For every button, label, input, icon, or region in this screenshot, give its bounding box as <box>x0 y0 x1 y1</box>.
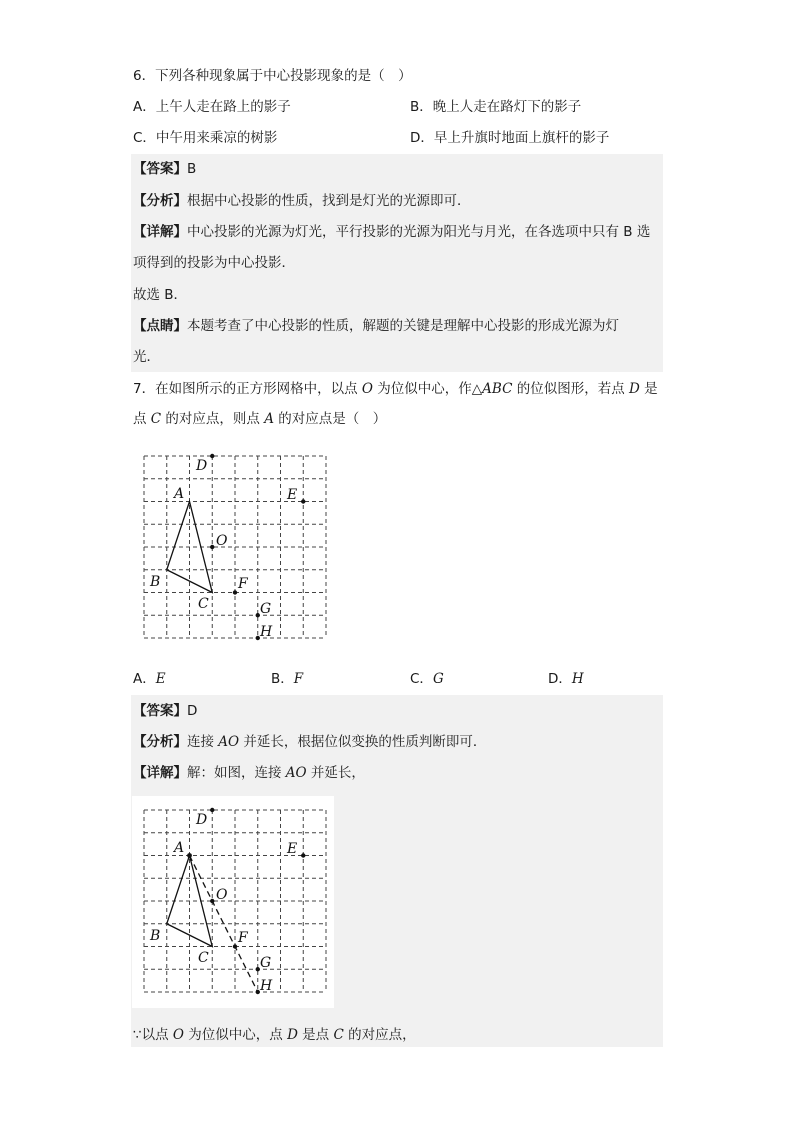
label-e: E <box>287 487 298 503</box>
q7-text: 点 <box>133 411 151 427</box>
q7-text: 的对应点是（ ） <box>273 411 387 427</box>
q7-text: 的对应点，则点 <box>161 411 265 427</box>
final-var-c: C <box>333 1027 344 1043</box>
answer-tag: 【答案】 <box>133 161 187 177</box>
q7-final-line <box>133 1026 416 1044</box>
comment-text: 本题考查了中心投影的性质，解题的关键是理解中心投影的形成光源为灯 <box>187 318 619 334</box>
q7-option-a <box>133 670 166 688</box>
q7-var-d: D <box>629 381 640 397</box>
q6-option-b: B．晚上人走在路灯下的影子 <box>410 99 582 115</box>
detail-var-ao: AO <box>285 765 307 781</box>
label-b: B <box>150 574 161 590</box>
detail-tag: 【详解】 <box>133 765 187 781</box>
label-o: O <box>216 533 228 549</box>
final-var-o: O <box>172 1027 184 1043</box>
detail-text: 解：如图，连接 <box>187 765 286 781</box>
q7-var-o: O <box>361 381 373 397</box>
grid-figure-question <box>136 448 336 648</box>
option-letter: D． <box>548 671 572 687</box>
detail-tag: 【详解】 <box>133 224 187 240</box>
final-text: 是点 <box>297 1027 334 1043</box>
label-a: A <box>174 486 185 502</box>
option-letter: B． <box>271 671 294 687</box>
q7-var-c: C <box>150 411 162 427</box>
label-f: F <box>238 576 248 592</box>
label-g: G <box>260 601 272 617</box>
analysis-tag: 【分析】 <box>133 193 187 209</box>
q6-option-c: C．中午用来乘凉的树影 <box>133 130 278 146</box>
q7-text: 为位似中心，作△ <box>372 381 483 397</box>
option-letter: A． <box>133 671 156 687</box>
q6-answer <box>133 160 196 178</box>
label-h: H <box>260 978 273 994</box>
q7-option-d <box>548 670 584 688</box>
q6-comment-line-1 <box>133 317 619 335</box>
q7-var-a: A <box>264 411 274 427</box>
label-a: A <box>174 840 185 856</box>
q7-text: 的位似图形，若点 <box>512 381 629 397</box>
q7-text: 7．在如图所示的正方形网格中，以点 <box>133 381 362 397</box>
q6-detail-line-1 <box>133 223 650 241</box>
option-letter: C． <box>410 671 433 687</box>
q6-conclusion: 故选 B． <box>133 287 188 303</box>
final-text: ∵以点 <box>133 1027 173 1043</box>
q6-analysis <box>133 192 471 210</box>
dashed-grid <box>144 456 326 638</box>
option-value: H <box>571 671 584 687</box>
q6-option-d: D．早上升旗时地面上旗杆的影子 <box>410 130 610 146</box>
final-text: 的对应点， <box>343 1027 416 1043</box>
q6-comment-line-2: 光． <box>133 349 160 365</box>
option-value: E <box>155 671 166 687</box>
answer-tag: 【答案】 <box>133 703 187 719</box>
answer-value: B <box>187 161 197 177</box>
final-var-d: D <box>287 1027 298 1043</box>
q7-detail <box>133 764 365 782</box>
q7-analysis <box>133 733 486 751</box>
dashed-grid <box>144 810 326 992</box>
label-d: D <box>196 812 208 828</box>
q7-var-abc: ABC <box>482 381 513 397</box>
q6-detail-line-2: 项得到的投影为中心投影． <box>133 255 295 271</box>
option-value: G <box>432 671 444 687</box>
detail-text: 并延长， <box>306 765 365 781</box>
q7-option-c <box>410 670 444 688</box>
label-h: H <box>260 624 273 640</box>
q6-question: 6．下列各种现象属于中心投影现象的是（ ） <box>133 68 412 84</box>
label-c: C <box>198 596 209 612</box>
answer-value: D <box>187 703 198 719</box>
analysis-text: 并延长，根据位似变换的性质判断即可． <box>239 734 487 750</box>
final-text: 为位似中心，点 <box>183 1027 288 1043</box>
q7-question-line-1 <box>133 380 658 398</box>
label-d: D <box>196 458 208 474</box>
analysis-tag: 【分析】 <box>133 734 187 750</box>
label-c: C <box>198 950 209 966</box>
grid-figure-solution <box>136 802 336 1002</box>
q7-text: 是 <box>639 381 658 397</box>
q7-question-line-2 <box>133 410 386 428</box>
detail-text: 中心投影的光源为灯光，平行投影的光源为阳光与月光，在各选项中只有 B 选 <box>187 224 651 240</box>
label-e: E <box>287 841 298 857</box>
option-value: F <box>293 671 304 687</box>
label-g: G <box>260 955 272 971</box>
q7-answer <box>133 702 197 720</box>
label-o: O <box>216 887 228 903</box>
label-b: B <box>150 928 161 944</box>
comment-tag: 【点睛】 <box>133 318 187 334</box>
label-f: F <box>238 930 248 946</box>
analysis-text: 连接 <box>187 734 219 750</box>
analysis-var-ao: AO <box>218 734 240 750</box>
q6-option-a: A．上午人走在路上的影子 <box>133 99 291 115</box>
analysis-text: 根据中心投影的性质，找到是灯光的光源即可． <box>187 193 471 209</box>
q7-option-b <box>271 670 303 688</box>
